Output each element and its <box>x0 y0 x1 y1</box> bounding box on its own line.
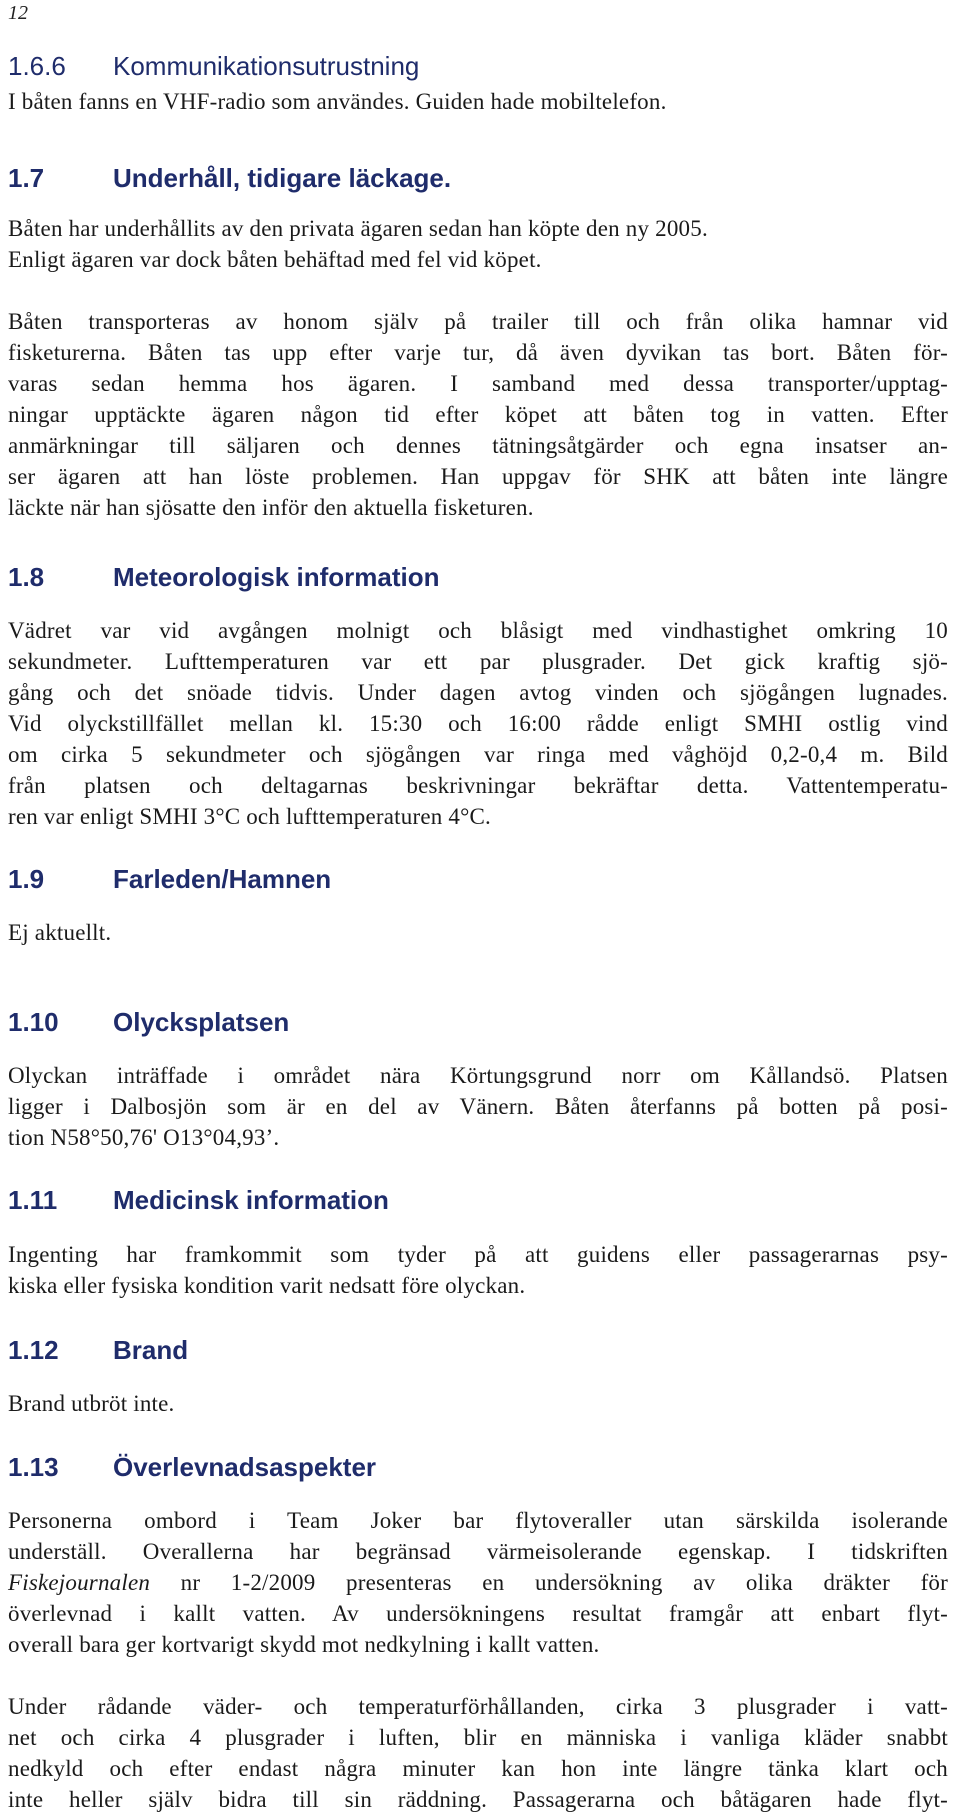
paragraph <box>8 1388 948 1419</box>
section-heading-1-10 <box>8 1006 289 1038</box>
text-fragment: nr 1-2/2009 presenteras en undersökning av olika dräkter för <box>150 1570 948 1595</box>
text-line: ligger i Dalbosjön som är en del av Vänern. Båten återfanns på botten på posi- <box>8 1094 948 1119</box>
text-line: Brand utbröt inte. <box>8 1391 175 1416</box>
section-number: 1.8 <box>8 562 45 592</box>
text-line <box>8 1567 948 1598</box>
paragraph <box>8 213 948 275</box>
section-number: 1.12 <box>8 1335 59 1365</box>
section-number: 1.9 <box>8 864 45 894</box>
section-number: 1.6.6 <box>8 51 66 81</box>
paragraph <box>8 1691 948 1815</box>
text-line: om cirka 5 sekundmeter och sjögången var ringa med våghöjd 0,2-0,4 m. Bild <box>8 742 948 767</box>
text-line: nedkyld och efter endast några minuter kan hon inte längre tänka klart och <box>8 1756 948 1781</box>
section-number: 1.10 <box>8 1007 59 1037</box>
section-title: Överlevnadsaspekter <box>113 1452 377 1482</box>
section-heading-1-13 <box>8 1451 376 1483</box>
paragraph <box>8 917 948 948</box>
text-line: Personerna ombord i Team Joker bar flytoveraller utan särskilda isolerande <box>8 1508 948 1533</box>
paragraph <box>8 1060 948 1153</box>
text-line: anmärkningar till säljaren och dennes tätningsåtgärder och egna insatser an- <box>8 433 948 458</box>
text-line: inte heller själv bidra till sin räddning. Passagerarna och båtägaren hade flyt- <box>8 1787 948 1812</box>
text-line: Under rådande väder- och temperaturförhållanden, cirka 3 plusgrader i vatt- <box>8 1694 948 1719</box>
text-line: från platsen och deltagarnas beskrivningar bekräftar detta. Vattentemperatu- <box>8 773 948 798</box>
text-line: net och cirka 4 plusgrader i luften, blir en människa i vanliga kläder snabbt <box>8 1725 948 1750</box>
section-title: Olycksplatsen <box>113 1007 290 1037</box>
section-number: 1.7 <box>8 163 45 193</box>
text-line: underställ. Overallerna har begränsad värmeisolerande egenskap. I tidskriften <box>8 1539 948 1564</box>
text-line: ren var enligt SMHI 3°C och lufttemperaturen 4°C. <box>8 804 491 829</box>
section-number: 1.13 <box>8 1452 59 1482</box>
paragraph <box>8 615 948 832</box>
section-title: Kommunikationsutrustning <box>113 51 420 81</box>
section-number: 1.11 <box>8 1185 58 1215</box>
journal-title: Fiskejournalen <box>8 1570 151 1595</box>
text-line: gång och det snöade tidvis. Under dagen avtog vinden och sjögången lugnades. <box>8 680 948 705</box>
text-line: overall bara ger kortvarigt skydd mot nedkylning i kallt vatten. <box>8 1632 600 1657</box>
text-line: Ingenting har framkommit som tyder på att guidens eller passagerarnas psy- <box>8 1242 948 1267</box>
text-line: Vid olyckstillfället mellan kl. 15:30 och 16:00 rådde enligt SMHI ostlig vind <box>8 711 948 736</box>
section-heading-1-8 <box>8 561 439 593</box>
text-line: Vädret var vid avgången molnigt och blåsigt med vindhastighet omkring 10 <box>8 618 948 643</box>
paragraph <box>8 306 948 523</box>
text-line: Enligt ägaren var dock båten behäftad med fel vid köpet. <box>8 247 542 272</box>
section-heading-1-12 <box>8 1334 188 1366</box>
paragraph <box>8 1239 948 1301</box>
section-title: Farleden/Hamnen <box>113 864 332 894</box>
section-title: Brand <box>113 1335 189 1365</box>
paragraph <box>8 86 948 117</box>
section-heading-1-11 <box>8 1184 389 1216</box>
text-line: överlevnad i kallt vatten. Av undersökningens resultat framgår att enbart flyt- <box>8 1601 948 1626</box>
paragraph <box>8 1505 948 1660</box>
section-title: Underhåll, tidigare läckage. <box>113 163 452 193</box>
text-line: Olyckan inträffade i området nära Körtungsgrund norr om Kållandsö. Platsen <box>8 1063 948 1088</box>
text-line: ser ägaren att han löste problemen. Han uppgav för SHK att båten inte längre <box>8 464 948 489</box>
text-line: fisketurerna. Båten tas upp efter varje tur, då även dyvikan tas bort. Båten för- <box>8 340 948 365</box>
text-line: tion N58°50,76' O13°04,93’. <box>8 1125 280 1150</box>
text-line: Båten har underhållits av den privata ägaren sedan han köpte den ny 2005. <box>8 216 708 241</box>
text-line: Ej aktuellt. <box>8 920 112 945</box>
text-line: varas sedan hemma hos ägaren. I samband med dessa transporter/upptag- <box>8 371 948 396</box>
section-title: Medicinsk information <box>113 1185 389 1215</box>
section-heading-1-9 <box>8 863 331 895</box>
section-title: Meteorologisk information <box>113 562 440 592</box>
text-line: Båten transporteras av honom själv på trailer till och från olika hamnar vid <box>8 309 948 334</box>
section-heading-1-7 <box>8 162 451 194</box>
section-heading-1-6-6 <box>8 50 419 82</box>
page-number: 12 <box>8 2 28 24</box>
text-line: I båten fanns en VHF-radio som användes. Guiden hade mobiltelefon. <box>8 89 667 114</box>
text-line: läckte när han sjösatte den inför den aktuella fisketuren. <box>8 495 534 520</box>
text-line: kiska eller fysiska kondition varit nedsatt före olyckan. <box>8 1273 526 1298</box>
text-line: ningar upptäckte ägaren någon tid efter köpet att båten tog in vatten. Efter <box>8 402 948 427</box>
text-line: sekundmeter. Lufttemperaturen var ett par plusgrader. Det gick kraftig sjö- <box>8 649 948 674</box>
